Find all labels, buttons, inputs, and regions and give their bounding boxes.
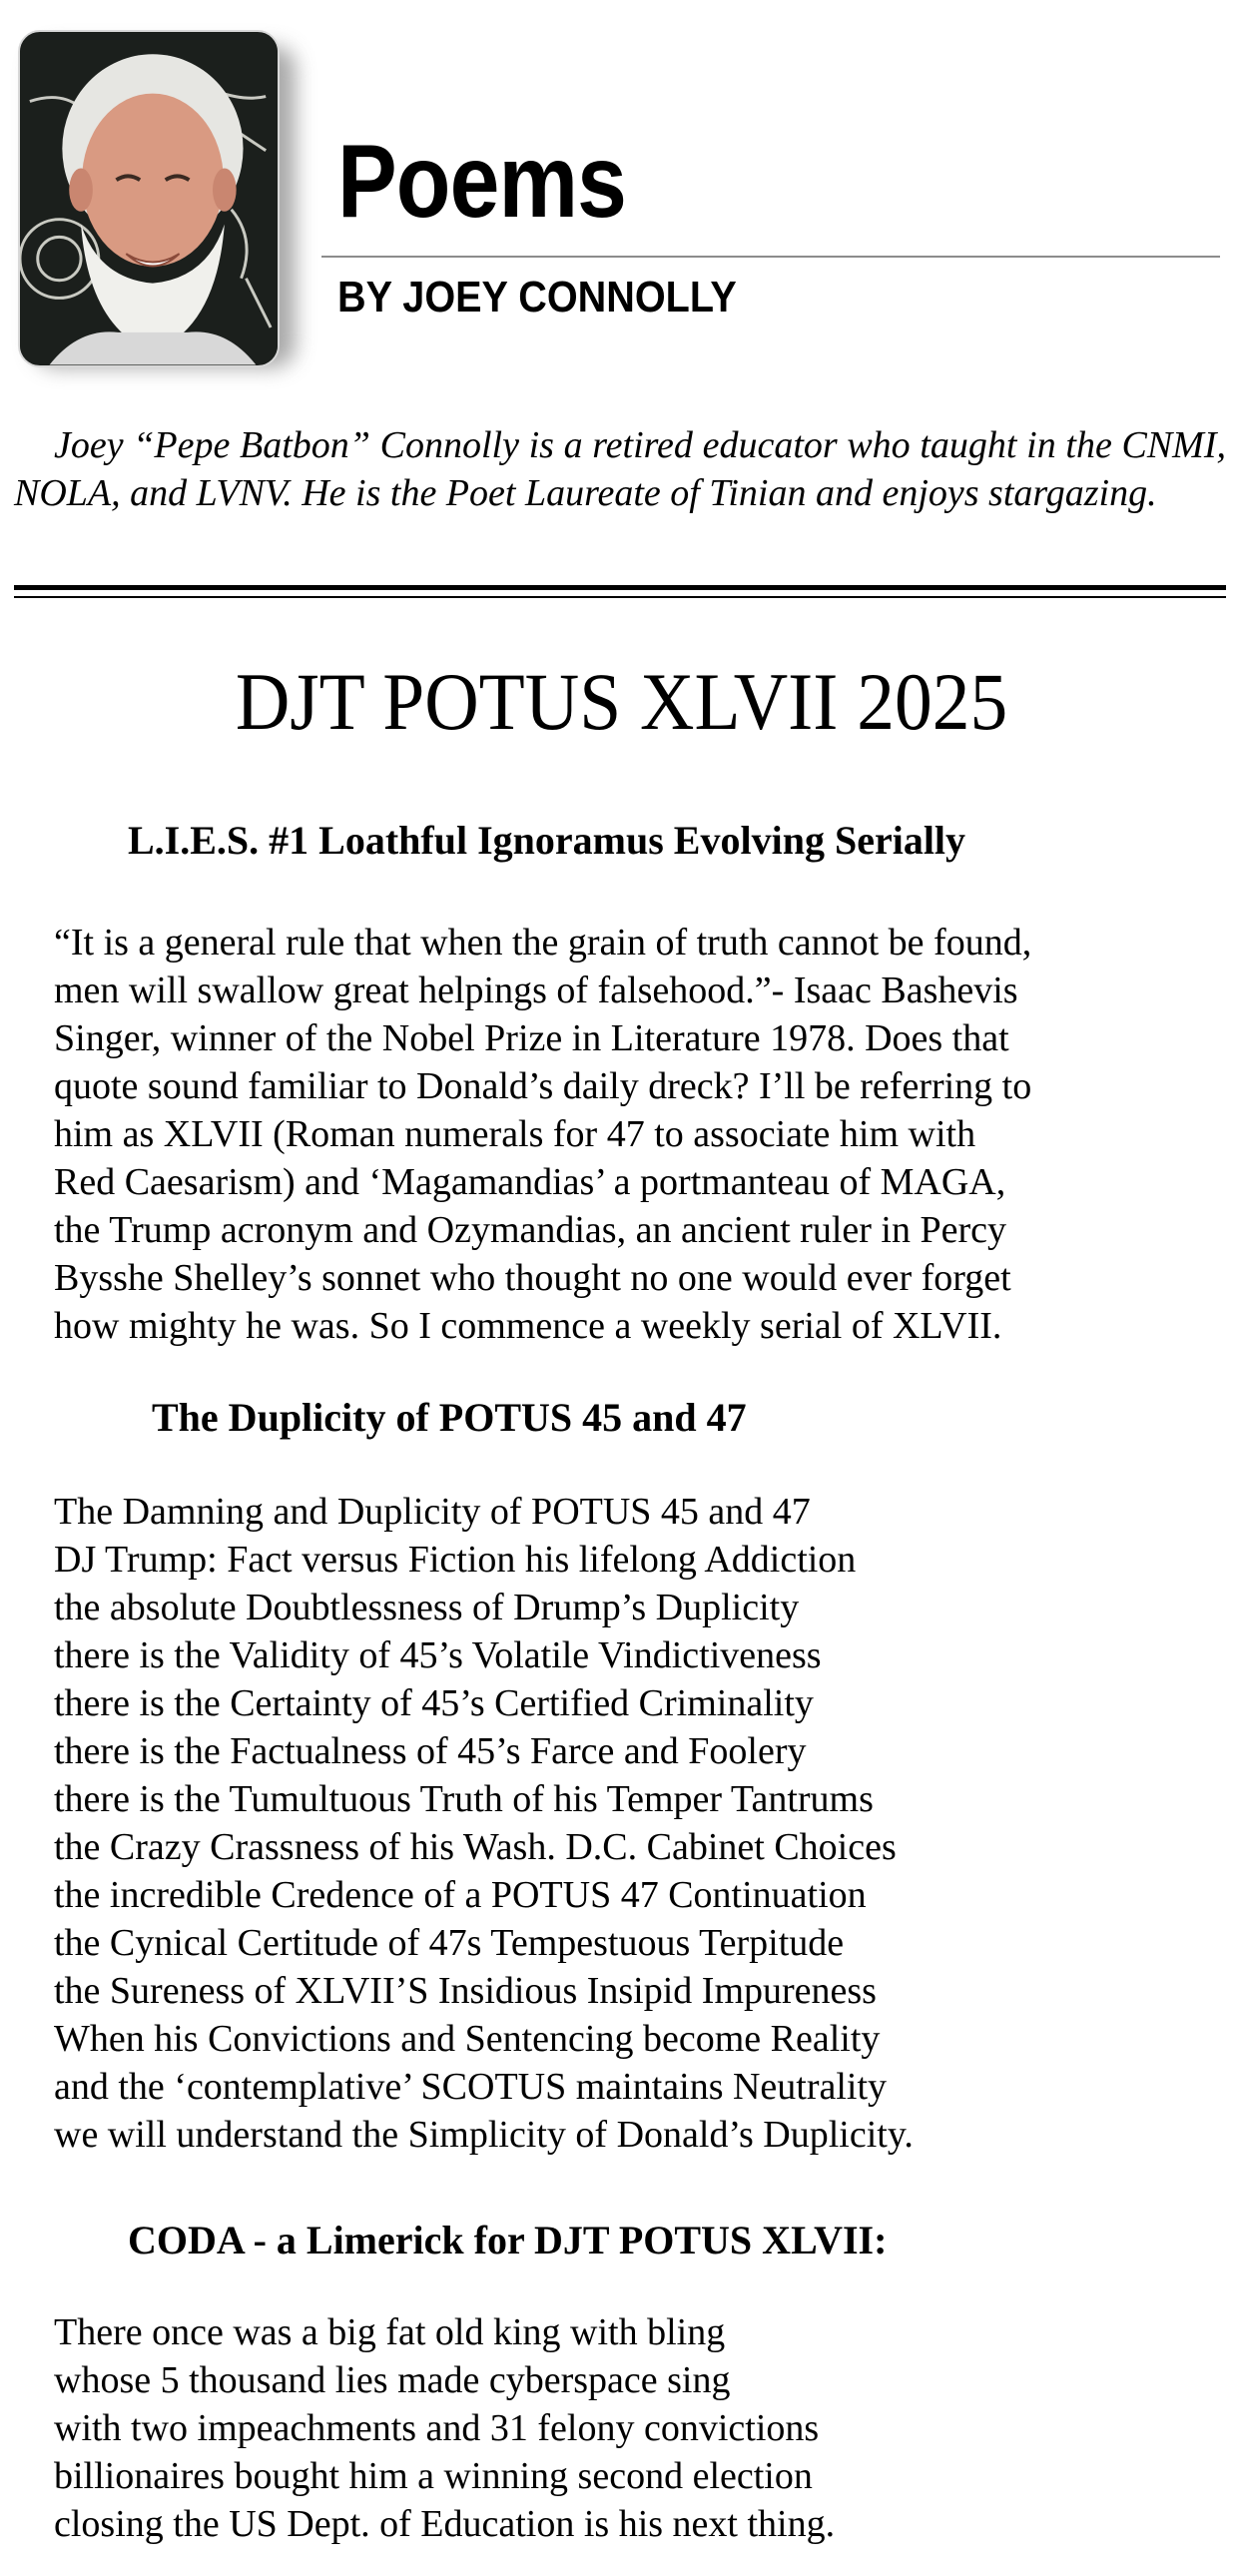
- coda-line: with two impeachments and 31 felony convictions: [54, 2407, 820, 2449]
- coda-heading: CODA - a Limerick for DJT POTUS XLVII:: [128, 2218, 888, 2262]
- coda-limerick: [54, 2308, 835, 2548]
- verse-line: the Sureness of XLVII’S Insidious Insipid Impureness: [54, 1970, 877, 2012]
- author-portrait-illustration: [20, 32, 278, 365]
- verse-line: there is the Factualness of 45’s Farce and Foolery: [54, 1730, 807, 1772]
- intro-line: him as XLVII (Roman numerals for 47 to associate him with: [54, 1113, 976, 1155]
- header-divider-thick: [14, 585, 1226, 590]
- intro-line: how mighty he was. So I commence a weekly serial of XLVII.: [54, 1305, 1002, 1347]
- intro-line: the Trump acronym and Ozymandias, an ancient ruler in Percy: [54, 1209, 1006, 1251]
- author-byline: BY JOEY CONNOLLY: [337, 273, 737, 322]
- verse-line: the Crazy Crassness of his Wash. D.C. Cabinet Choices: [54, 1826, 897, 1868]
- coda-line: billionaires bought him a winning second election: [54, 2455, 813, 2497]
- intro-line: “It is a general rule that when the grain of truth cannot be found,: [54, 922, 1032, 964]
- poem-title: DJT POTUS XLVII 2025: [235, 656, 1008, 747]
- section-title: Poems: [337, 124, 627, 240]
- verse-line: When his Convictions and Sentencing become Reality: [54, 2018, 881, 2060]
- intro-line: Singer, winner of the Nobel Prize in Literature 1978. Does that: [54, 1017, 1009, 1059]
- intro-line: men will swallow great helpings of falsehood.”- Isaac Bashevis: [54, 969, 1018, 1011]
- intro-paragraph: [54, 919, 1031, 1350]
- header-divider-thin: [14, 596, 1226, 598]
- coda-line: There once was a big fat old king with bling: [54, 2311, 726, 2353]
- verse-line: DJ Trump: Fact versus Fiction his lifelong Addiction: [54, 1539, 857, 1581]
- verse-line: the absolute Doubtlessness of Drump’s Duplicity: [54, 1587, 800, 1628]
- verse-line: and the ‘contemplative’ SCOTUS maintains Neutrality: [54, 2066, 888, 2108]
- verse-line: the incredible Credence of a POTUS 47 Continuation: [54, 1874, 867, 1916]
- verse-line: there is the Validity of 45’s Volatile Vindictiveness: [54, 1634, 822, 1676]
- title-divider: [321, 256, 1220, 258]
- coda-line: whose 5 thousand lies made cyberspace sing: [54, 2359, 731, 2401]
- intro-heading: L.I.E.S. #1 Loathful Ignoramus Evolving Serially: [128, 818, 966, 863]
- intro-line: Red Caesarism) and ‘Magamandias’ a portmanteau of MAGA,: [54, 1161, 1006, 1203]
- verse-line: the Cynical Certitude of 47s Tempestuous Terpitude: [54, 1922, 845, 1964]
- intro-line: Bysshe Shelley’s sonnet who thought no one would ever forget: [54, 1257, 1011, 1299]
- verse-line: we will understand the Simplicity of Donald’s Duplicity.: [54, 2114, 914, 2156]
- verse-line: there is the Certainty of 45’s Certified Criminality: [54, 1682, 814, 1724]
- author-photo: [18, 30, 280, 367]
- author-bio: Joey “Pepe Batbon” Connolly is a retired educator who taught in the CNMI, NOLA, and LVNV. He is the Poet Laureate of Tinian and enjoys stargazing.: [14, 424, 1226, 514]
- verse-line: The Damning and Duplicity of POTUS 45 and 47: [54, 1491, 811, 1533]
- verse-line: there is the Tumultuous Truth of his Temper Tantrums: [54, 1778, 874, 1820]
- verse-stanza: [54, 1488, 914, 2159]
- intro-line: quote sound familiar to Donald’s daily dreck? I’ll be referring to: [54, 1065, 1032, 1107]
- coda-line: closing the US Dept. of Education is his next thing.: [54, 2503, 836, 2545]
- section-heading: The Duplicity of POTUS 45 and 47: [152, 1395, 747, 1440]
